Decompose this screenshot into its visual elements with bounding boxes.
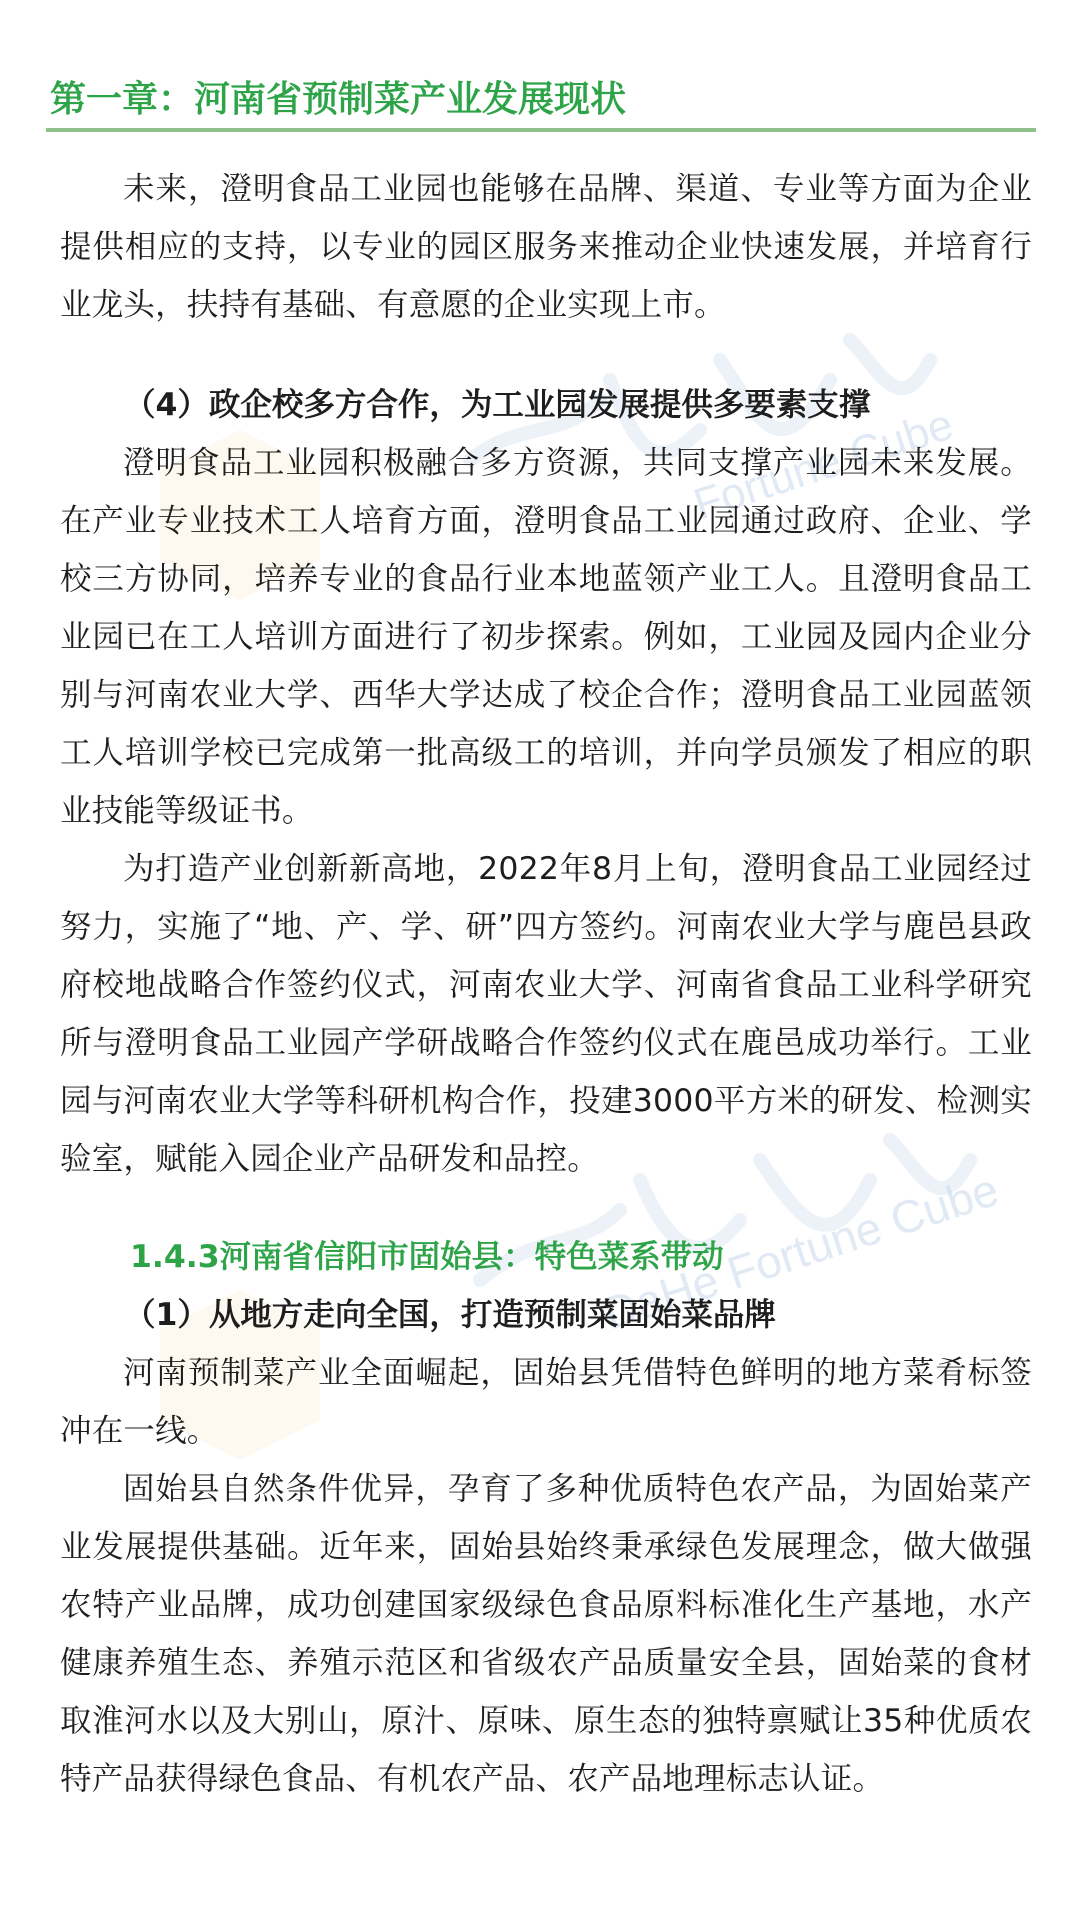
subsection-heading: （4）政企校多方合作，为工业园发展提供多要素支撑 bbox=[124, 387, 871, 423]
document-body bbox=[60, 160, 1032, 1808]
paragraph: 未来，澄明食品工业园也能够在品牌、渠道、专业等方面为企业提供相应的支持，以专业的园区服务来推动企业快速发展，并培育行业龙头，扶持有基础、有意愿的企业实现上市。 bbox=[60, 171, 1032, 323]
paragraph: 为打造产业创新新高地，2022年8月上旬，澄明食品工业园经过努力，实施了“地、产、学、研”四方签约。河南农业大学与鹿邑县政府校地战略合作签约仪式，河南农业大学、河南省食品工业科学研究所与澄明食品工业园产学研战略合作签约仪式在鹿邑成功举行。工业园与河南农业大学等科研机构合作，投建3000平方米的研发、检测实验室，赋能入园企业产品研发和品控。 bbox=[60, 851, 1032, 1177]
paragraph: 固始县自然条件优异，孕育了多种优质特色农产品，为固始菜产业发展提供基础。近年来，固始县始终秉承绿色发展理念，做大做强农特产业品牌，成功创建国家级绿色食品原料标准化生产基地，水产健康养殖生态、养殖示范区和省级农产品质量安全县，固始菜的食材取淮河水以及大别山，原汁、原味、原生态的独特禀赋让35种优质农特产品获得绿色食品、有机农产品、农产品地理标志认证。 bbox=[60, 1471, 1032, 1797]
chapter-title: 第一章：河南省预制菜产业发展现状 bbox=[50, 79, 627, 120]
spacer bbox=[60, 1188, 1032, 1228]
paragraph: 河南预制菜产业全面崛起，固始县凭借特色鲜明的地方菜肴标签冲在一线。 bbox=[60, 1355, 1032, 1449]
watermark-text: DaHe Fortune Cube bbox=[597, 1162, 1005, 1340]
subsection-heading: （1）从地方走向全国，打造预制菜固始菜品牌 bbox=[124, 1297, 776, 1333]
watermark-text: Fortune Cube bbox=[687, 399, 959, 530]
section-heading: 1.4.3河南省信阳市固始县：特色菜系带动 bbox=[130, 1239, 724, 1275]
spacer bbox=[60, 334, 1032, 376]
paragraph: 澄明食品工业园积极融合多方资源，共同支撑产业园未来发展。在产业专业技术工人培育方面，澄明食品工业园通过政府、企业、学校三方协同，培养专业的食品行业本地蓝领产业工人。且澄明食品工业园已在工人培训方面进行了初步探索。例如，工业园及园内企业分别与河南农业大学、西华大学达成了校企合作；澄明食品工业园蓝领工人培训学校已完成第一批高级工的培训，并向学员颁发了相应的职业技能等级证书。 bbox=[60, 445, 1032, 829]
title-divider bbox=[46, 128, 1036, 132]
